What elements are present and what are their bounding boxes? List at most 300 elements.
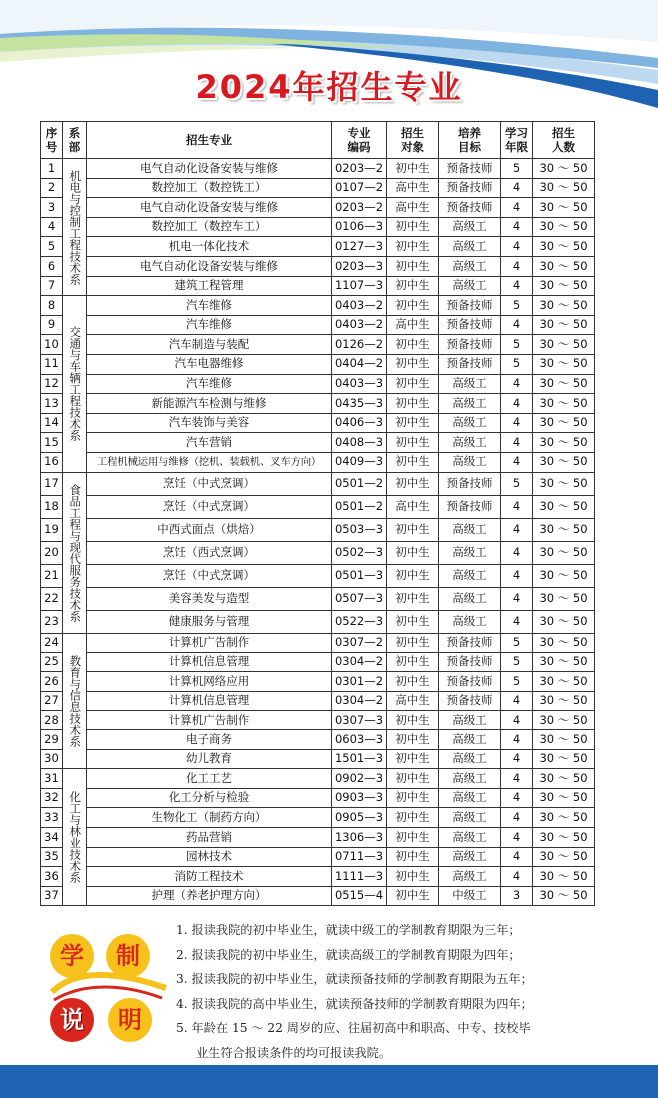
row-goal: 预备技师 — [439, 178, 501, 198]
row-code: 1306—3 — [332, 828, 387, 848]
table-row — [41, 335, 595, 355]
row-years: 4 — [501, 256, 533, 276]
table-row — [41, 296, 595, 316]
majors-table — [40, 121, 595, 906]
row-goal: 预备技师 — [439, 198, 501, 218]
row-years: 5 — [501, 633, 533, 652]
row-goal: 高级工 — [439, 276, 501, 296]
row-target: 初中生 — [387, 296, 439, 316]
row-years: 4 — [501, 828, 533, 848]
header-target: 招生对象 — [387, 122, 439, 159]
row-code: 0515—4 — [332, 886, 387, 906]
row-code: 0126—2 — [332, 335, 387, 355]
row-target: 初中生 — [387, 276, 439, 296]
row-seq: 17 — [41, 472, 63, 495]
row-count: 30 ～ 50 — [533, 495, 595, 518]
row-goal: 高级工 — [439, 808, 501, 828]
table-row — [41, 610, 595, 633]
row-years: 4 — [501, 711, 533, 730]
row-goal: 高级工 — [439, 452, 501, 472]
row-goal: 预备技师 — [439, 315, 501, 335]
row-target: 高中生 — [387, 691, 439, 710]
row-count: 30 ～ 50 — [533, 374, 595, 394]
row-code: 0203—2 — [332, 159, 387, 179]
row-major: 电气自动化设备安装与维修 — [87, 256, 332, 276]
header-code: 专业编码 — [332, 122, 387, 159]
row-goal: 预备技师 — [439, 472, 501, 495]
row-code: 1107—3 — [332, 276, 387, 296]
row-goal: 高级工 — [439, 564, 501, 587]
row-seq: 34 — [41, 828, 63, 848]
row-years: 4 — [501, 452, 533, 472]
table-row — [41, 808, 595, 828]
row-major: 烹饪（西式烹调） — [87, 541, 332, 564]
table-row — [41, 256, 595, 276]
row-years: 5 — [501, 159, 533, 179]
row-code: 0403—3 — [332, 374, 387, 394]
badge-char-shuo: 说 — [50, 998, 94, 1042]
row-seq: 12 — [41, 374, 63, 394]
row-years: 4 — [501, 217, 533, 237]
row-code: 0307—3 — [332, 711, 387, 730]
row-years: 4 — [501, 587, 533, 610]
row-goal: 预备技师 — [439, 335, 501, 355]
table-row — [41, 587, 595, 610]
row-goal: 预备技师 — [439, 354, 501, 374]
table-row — [41, 886, 595, 906]
row-goal: 高级工 — [439, 541, 501, 564]
row-code: 0406—3 — [332, 413, 387, 433]
row-code: 0301—2 — [332, 672, 387, 691]
row-seq: 30 — [41, 749, 63, 768]
row-goal: 高级工 — [439, 847, 501, 867]
row-target: 初中生 — [387, 354, 439, 374]
row-major: 电子商务 — [87, 730, 332, 749]
row-seq: 6 — [41, 256, 63, 276]
row-major: 护理（养老护理方向） — [87, 886, 332, 906]
table-row — [41, 828, 595, 848]
table-row — [41, 788, 595, 808]
row-target: 高中生 — [387, 198, 439, 218]
row-count: 30 ～ 50 — [533, 867, 595, 887]
row-seq: 15 — [41, 433, 63, 453]
row-goal: 高级工 — [439, 518, 501, 541]
row-code: 0603—3 — [332, 730, 387, 749]
row-goal: 预备技师 — [439, 495, 501, 518]
row-goal: 中级工 — [439, 886, 501, 906]
row-major: 健康服务与管理 — [87, 610, 332, 633]
row-code: 1111—3 — [332, 867, 387, 887]
row-count: 30 ～ 50 — [533, 808, 595, 828]
badge-char-ming: 明 — [108, 998, 152, 1042]
row-count: 30 ～ 50 — [533, 847, 595, 867]
row-code: 0404—2 — [332, 354, 387, 374]
row-seq: 10 — [41, 335, 63, 355]
row-major: 烹饪（中式烹调） — [87, 495, 332, 518]
row-count: 30 ～ 50 — [533, 672, 595, 691]
row-seq: 14 — [41, 413, 63, 433]
row-seq: 5 — [41, 237, 63, 257]
row-target: 初中生 — [387, 374, 439, 394]
row-seq: 11 — [41, 354, 63, 374]
row-count: 30 ～ 50 — [533, 788, 595, 808]
row-target: 初中生 — [387, 749, 439, 768]
table-row — [41, 394, 595, 414]
row-target: 初中生 — [387, 769, 439, 789]
row-count: 30 ～ 50 — [533, 296, 595, 316]
row-target: 初中生 — [387, 256, 439, 276]
row-major: 机电一体化技术 — [87, 237, 332, 257]
row-count: 30 ～ 50 — [533, 541, 595, 564]
row-years: 4 — [501, 276, 533, 296]
row-count: 30 ～ 50 — [533, 610, 595, 633]
row-major: 电气自动化设备安装与维修 — [87, 159, 332, 179]
row-major: 药品营销 — [87, 828, 332, 848]
row-code: 0502—3 — [332, 541, 387, 564]
table-row — [41, 472, 595, 495]
row-code: 0902—3 — [332, 769, 387, 789]
row-seq: 27 — [41, 691, 63, 710]
row-code: 0503—3 — [332, 518, 387, 541]
row-goal: 高级工 — [439, 730, 501, 749]
row-target: 初中生 — [387, 452, 439, 472]
row-goal: 高级工 — [439, 433, 501, 453]
row-count: 30 ～ 50 — [533, 178, 595, 198]
row-years: 4 — [501, 610, 533, 633]
row-seq: 26 — [41, 672, 63, 691]
row-count: 30 ～ 50 — [533, 256, 595, 276]
row-count: 30 ～ 50 — [533, 237, 595, 257]
row-code: 0501—2 — [332, 472, 387, 495]
table-row — [41, 518, 595, 541]
row-count: 30 ～ 50 — [533, 433, 595, 453]
row-code: 0107—2 — [332, 178, 387, 198]
row-goal: 高级工 — [439, 769, 501, 789]
row-major: 汽车制造与装配 — [87, 335, 332, 355]
table-row — [41, 541, 595, 564]
row-years: 4 — [501, 315, 533, 335]
department-cell: 教育与信息技术系 — [63, 633, 87, 769]
row-target: 初中生 — [387, 652, 439, 671]
row-years: 4 — [501, 374, 533, 394]
program-notes-badge — [44, 930, 174, 1050]
row-major: 汽车营销 — [87, 433, 332, 453]
table-row — [41, 691, 595, 710]
header-major: 招生专业 — [87, 122, 332, 159]
row-goal: 高级工 — [439, 828, 501, 848]
program-notes — [176, 918, 606, 1065]
row-code: 0106—3 — [332, 217, 387, 237]
row-count: 30 ～ 50 — [533, 711, 595, 730]
badge-char-zhi: 制 — [106, 934, 150, 978]
row-code: 0403—2 — [332, 296, 387, 316]
row-target: 初中生 — [387, 886, 439, 906]
row-major: 汽车电器维修 — [87, 354, 332, 374]
row-count: 30 ～ 50 — [533, 335, 595, 355]
row-major: 计算机网络应用 — [87, 672, 332, 691]
row-major: 烹饪（中式烹调） — [87, 564, 332, 587]
row-goal: 高级工 — [439, 256, 501, 276]
row-target: 初中生 — [387, 541, 439, 564]
row-major: 化工工艺 — [87, 769, 332, 789]
row-major: 计算机信息管理 — [87, 691, 332, 710]
row-seq: 2 — [41, 178, 63, 198]
row-goal: 高级工 — [439, 610, 501, 633]
row-target: 初中生 — [387, 672, 439, 691]
row-count: 30 ～ 50 — [533, 886, 595, 906]
row-major: 工程机械运用与维修（挖机、装载机、叉车方向） — [87, 452, 332, 472]
row-target: 初中生 — [387, 159, 439, 179]
row-seq: 13 — [41, 394, 63, 414]
header-count: 招生人数 — [533, 122, 595, 159]
row-seq: 20 — [41, 541, 63, 564]
row-major: 生物化工（制药方向） — [87, 808, 332, 828]
row-seq: 29 — [41, 730, 63, 749]
note-item: 2. 报读我院的初中毕业生，就读高级工的学制教育期限为四年； — [176, 947, 521, 962]
note-item: 4. 报读我院的高中毕业生，就读预备技师的学制教育期限为四年； — [176, 996, 533, 1011]
row-target: 初中生 — [387, 808, 439, 828]
row-major: 计算机广告制作 — [87, 711, 332, 730]
table-row — [41, 217, 595, 237]
row-code: 0435—3 — [332, 394, 387, 414]
row-goal: 高级工 — [439, 237, 501, 257]
row-count: 30 ～ 50 — [533, 413, 595, 433]
row-seq: 7 — [41, 276, 63, 296]
row-major: 数控加工（数控车工） — [87, 217, 332, 237]
row-count: 30 ～ 50 — [533, 749, 595, 768]
row-seq: 9 — [41, 315, 63, 335]
header-goal: 培养目标 — [439, 122, 501, 159]
row-years: 4 — [501, 564, 533, 587]
table-row — [41, 749, 595, 768]
table-row — [41, 433, 595, 453]
row-goal: 预备技师 — [439, 296, 501, 316]
row-target: 初中生 — [387, 730, 439, 749]
row-major: 园林技术 — [87, 847, 332, 867]
row-code: 0501—2 — [332, 495, 387, 518]
row-years: 4 — [501, 847, 533, 867]
header-dept: 系部 — [63, 122, 87, 159]
table-row — [41, 276, 595, 296]
department-cell: 化工与林业技术系 — [63, 769, 87, 906]
row-years: 5 — [501, 335, 533, 355]
row-goal: 预备技师 — [439, 652, 501, 671]
note-item: 5. 年龄在 15 ～ 22 周岁的应、往届初高中和职高、中专、技校毕 — [176, 1021, 531, 1035]
row-seq: 18 — [41, 495, 63, 518]
row-seq: 28 — [41, 711, 63, 730]
row-count: 30 ～ 50 — [533, 452, 595, 472]
row-years: 4 — [501, 769, 533, 789]
row-years: 4 — [501, 394, 533, 414]
row-target: 初中生 — [387, 847, 439, 867]
row-major: 汽车维修 — [87, 296, 332, 316]
row-seq: 35 — [41, 847, 63, 867]
department-cell: 机电与控制工程技术系 — [63, 159, 87, 296]
row-seq: 32 — [41, 788, 63, 808]
row-code: 0905—3 — [332, 808, 387, 828]
table-row — [41, 452, 595, 472]
row-years: 4 — [501, 495, 533, 518]
row-major: 计算机信息管理 — [87, 652, 332, 671]
row-count: 30 ～ 50 — [533, 652, 595, 671]
row-count: 30 ～ 50 — [533, 633, 595, 652]
row-code: 0409—3 — [332, 452, 387, 472]
row-seq: 37 — [41, 886, 63, 906]
table-row — [41, 633, 595, 652]
department-cell: 食品工程与现代服务技术系 — [63, 472, 87, 633]
row-code: 0501—3 — [332, 564, 387, 587]
table-row — [41, 672, 595, 691]
row-code: 0507—3 — [332, 587, 387, 610]
row-goal: 预备技师 — [439, 159, 501, 179]
table-row — [41, 315, 595, 335]
row-target: 初中生 — [387, 335, 439, 355]
row-count: 30 ～ 50 — [533, 315, 595, 335]
row-count: 30 ～ 50 — [533, 564, 595, 587]
row-count: 30 ～ 50 — [533, 217, 595, 237]
row-major: 化工分析与检验 — [87, 788, 332, 808]
row-code: 0403—2 — [332, 315, 387, 335]
row-seq: 19 — [41, 518, 63, 541]
table-row — [41, 178, 595, 198]
row-count: 30 ～ 50 — [533, 730, 595, 749]
row-seq: 36 — [41, 867, 63, 887]
row-target: 初中生 — [387, 518, 439, 541]
row-years: 4 — [501, 749, 533, 768]
row-code: 0304—2 — [332, 691, 387, 710]
row-seq: 1 — [41, 159, 63, 179]
row-years: 4 — [501, 198, 533, 218]
row-years: 4 — [501, 237, 533, 257]
table-row — [41, 354, 595, 374]
row-seq: 21 — [41, 564, 63, 587]
row-years: 4 — [501, 788, 533, 808]
row-seq: 22 — [41, 587, 63, 610]
table-row — [41, 198, 595, 218]
row-target: 初中生 — [387, 711, 439, 730]
row-code: 1501—3 — [332, 749, 387, 768]
table-row — [41, 159, 595, 179]
row-goal: 预备技师 — [439, 691, 501, 710]
row-seq: 8 — [41, 296, 63, 316]
badge-char-xue: 学 — [50, 934, 94, 978]
row-code: 0304—2 — [332, 652, 387, 671]
row-target: 初中生 — [387, 633, 439, 652]
row-count: 30 ～ 50 — [533, 354, 595, 374]
row-years: 4 — [501, 541, 533, 564]
row-seq: 3 — [41, 198, 63, 218]
header-seq: 序号 — [41, 122, 63, 159]
table-row — [41, 237, 595, 257]
row-years: 4 — [501, 867, 533, 887]
row-count: 30 ～ 50 — [533, 518, 595, 541]
row-target: 初中生 — [387, 237, 439, 257]
department-cell: 交通与车辆工程技术系 — [63, 296, 87, 472]
table-row — [41, 769, 595, 789]
row-years: 5 — [501, 354, 533, 374]
row-code: 0203—2 — [332, 198, 387, 218]
row-target: 高中生 — [387, 178, 439, 198]
table-row — [41, 652, 595, 671]
header-years: 学习年限 — [501, 122, 533, 159]
row-count: 30 ～ 50 — [533, 159, 595, 179]
row-major: 计算机广告制作 — [87, 633, 332, 652]
row-years: 4 — [501, 413, 533, 433]
row-goal: 预备技师 — [439, 672, 501, 691]
row-major: 数控加工（数控铣工） — [87, 178, 332, 198]
row-target: 初中生 — [387, 564, 439, 587]
row-goal: 预备技师 — [439, 633, 501, 652]
row-seq: 33 — [41, 808, 63, 828]
row-seq: 16 — [41, 452, 63, 472]
row-major: 消防工程技术 — [87, 867, 332, 887]
row-count: 30 ～ 50 — [533, 276, 595, 296]
row-goal: 高级工 — [439, 413, 501, 433]
row-years: 5 — [501, 472, 533, 495]
row-seq: 31 — [41, 769, 63, 789]
row-count: 30 ～ 50 — [533, 769, 595, 789]
row-major: 汽车维修 — [87, 374, 332, 394]
table-row — [41, 495, 595, 518]
row-years: 5 — [501, 296, 533, 316]
row-target: 初中生 — [387, 394, 439, 414]
row-code: 0711—3 — [332, 847, 387, 867]
table-row — [41, 413, 595, 433]
row-major: 幼儿教育 — [87, 749, 332, 768]
page-title: 2024年招生专业 — [195, 68, 463, 106]
row-count: 30 ～ 50 — [533, 691, 595, 710]
row-seq: 4 — [41, 217, 63, 237]
row-target: 初中生 — [387, 433, 439, 453]
table-row — [41, 730, 595, 749]
row-count: 30 ～ 50 — [533, 472, 595, 495]
row-years: 4 — [501, 730, 533, 749]
row-code: 0127—3 — [332, 237, 387, 257]
row-major: 烹饪（中式烹调） — [87, 472, 332, 495]
row-code: 0307—2 — [332, 633, 387, 652]
table-row — [41, 374, 595, 394]
row-target: 高中生 — [387, 315, 439, 335]
row-goal: 高级工 — [439, 394, 501, 414]
row-count: 30 ～ 50 — [533, 828, 595, 848]
row-goal: 高级工 — [439, 374, 501, 394]
row-major: 新能源汽车检测与维修 — [87, 394, 332, 414]
row-goal: 高级工 — [439, 587, 501, 610]
table-row — [41, 847, 595, 867]
row-target: 初中生 — [387, 217, 439, 237]
row-count: 30 ～ 50 — [533, 198, 595, 218]
row-goal: 高级工 — [439, 217, 501, 237]
row-count: 30 ～ 50 — [533, 394, 595, 414]
row-target: 初中生 — [387, 610, 439, 633]
row-years: 4 — [501, 808, 533, 828]
table-header-row — [41, 122, 595, 159]
row-target: 初中生 — [387, 867, 439, 887]
table-row — [41, 564, 595, 587]
row-goal: 高级工 — [439, 711, 501, 730]
row-target: 初中生 — [387, 788, 439, 808]
row-years: 3 — [501, 886, 533, 906]
row-goal: 高级工 — [439, 867, 501, 887]
row-code: 0203—3 — [332, 256, 387, 276]
row-years: 4 — [501, 691, 533, 710]
row-target: 初中生 — [387, 413, 439, 433]
row-years: 5 — [501, 672, 533, 691]
table-row — [41, 711, 595, 730]
row-code: 0408—3 — [332, 433, 387, 453]
table-row — [41, 867, 595, 887]
row-code: 0903—3 — [332, 788, 387, 808]
